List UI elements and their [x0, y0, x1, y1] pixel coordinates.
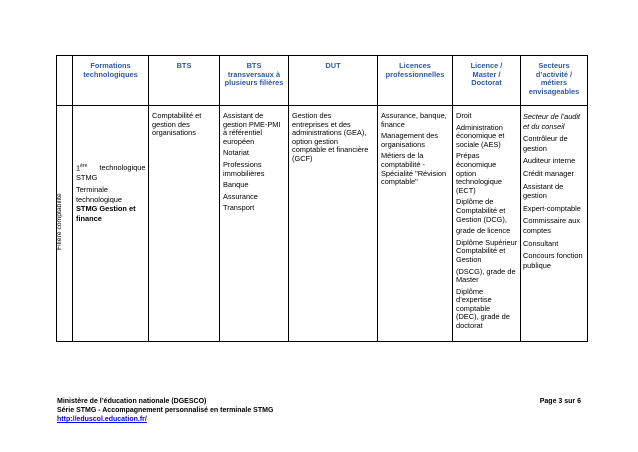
secteurs-cell [523, 112, 586, 273]
licence-master-item: Diplôme Supérieur Comptabilité et Gestion [456, 237, 518, 264]
header-bts: BTS [176, 61, 192, 70]
licence-master-item: Droit [456, 112, 472, 120]
secteurs-item: Auditeur interne [523, 156, 576, 166]
column-divider [148, 55, 149, 342]
header-licences: Licences professionnelles [385, 61, 445, 79]
bts-transversaux-cell [223, 112, 287, 216]
bts-transversaux-item: Assurance [223, 191, 258, 201]
licence-item: Assurance, banque, finance [381, 111, 447, 129]
header-dut: DUT [325, 61, 341, 70]
header-bts-transversaux: BTS transversaux à plusieurs filières [224, 61, 284, 88]
column-divider [219, 55, 220, 342]
licence-master-item: Prépas économique option technologique (ECT) [456, 151, 503, 195]
licence-master-item: grade de licence [456, 226, 511, 236]
column-divider [72, 55, 73, 342]
bts-transversaux-item: Notariat [223, 148, 249, 158]
formations-cell [76, 162, 146, 223]
licence-master-item: Diplôme de Comptabilité et Gestion (DCG), [456, 197, 507, 224]
column-divider [377, 55, 378, 342]
bts-transversaux-item: Assistant de gestion PME-PMI à référentiel européen [223, 111, 281, 146]
secteurs-intro: Secteur de l’audit et du conseil [523, 112, 581, 131]
bts-transversaux-item: Transport [223, 203, 255, 213]
secteurs-item: Expert-comptable [523, 203, 581, 213]
secteurs-item: Concours fonction publique [523, 251, 583, 270]
licence-master-item: (DSCG), grade de Master [456, 266, 516, 285]
bts-cell: Comptabilité et gestion des organisations [152, 111, 202, 138]
header-licence-master: Licence / Master / Doctorat [470, 61, 503, 88]
formations-line: Terminale [76, 185, 109, 195]
header-secteurs: Secteurs d’activité / métiers envisageables [528, 61, 580, 96]
formations-line: finance [76, 213, 102, 223]
licence-master-item: Administration économique et sociale (AES) [456, 122, 505, 149]
secteurs-item: Contrôleur de gestion [523, 134, 568, 153]
bts-transversaux-item: Banque [223, 180, 249, 190]
table-border-right [587, 55, 588, 342]
page-number: Page 3 sur 6 [539, 398, 581, 405]
licences-cell [381, 112, 451, 190]
secteurs-item: Commissaire aux comptes [523, 216, 581, 235]
formations-line: STMG [76, 172, 98, 182]
secteurs-item: Assistant de gestion [523, 181, 564, 201]
formations-first-line: 1ère technologique [76, 163, 146, 173]
licence-master-cell [456, 112, 520, 334]
table-header-divider [56, 105, 587, 106]
dut-cell: Gestion des entreprises et des administrations (GEA), option gestion comptable et financière (GCF) [292, 111, 369, 163]
table-border-top [56, 55, 587, 56]
column-divider [452, 55, 453, 342]
footer-line-1: Ministère de l’éducation nationale (DGESCO) [57, 398, 207, 405]
header-formations: Formations technologiques [83, 61, 138, 79]
licence-master-item: Diplôme d’expertise comptable (DEC), grade de doctorat [456, 286, 510, 331]
footer-line-2: Série STMG - Accompagnement personnalisé en terminale STMG [57, 407, 274, 414]
column-divider [288, 55, 289, 342]
formations-line: technologique [76, 194, 123, 204]
footer-link[interactable]: http://eduscol.education.fr/ [57, 416, 147, 423]
table-border-bottom [56, 341, 587, 342]
bts-transversaux-item: Professions immobilières [223, 159, 265, 178]
licence-item: Métiers de la comptabilité - Spécialité "Révision comptable" [381, 151, 447, 187]
secteurs-item: Crédit manager [523, 168, 574, 178]
secteurs-item: Consultant [523, 238, 559, 248]
licence-item: Management des organisations [381, 131, 439, 149]
formations-line: STMG Gestion et [76, 204, 136, 214]
column-divider [520, 55, 521, 342]
